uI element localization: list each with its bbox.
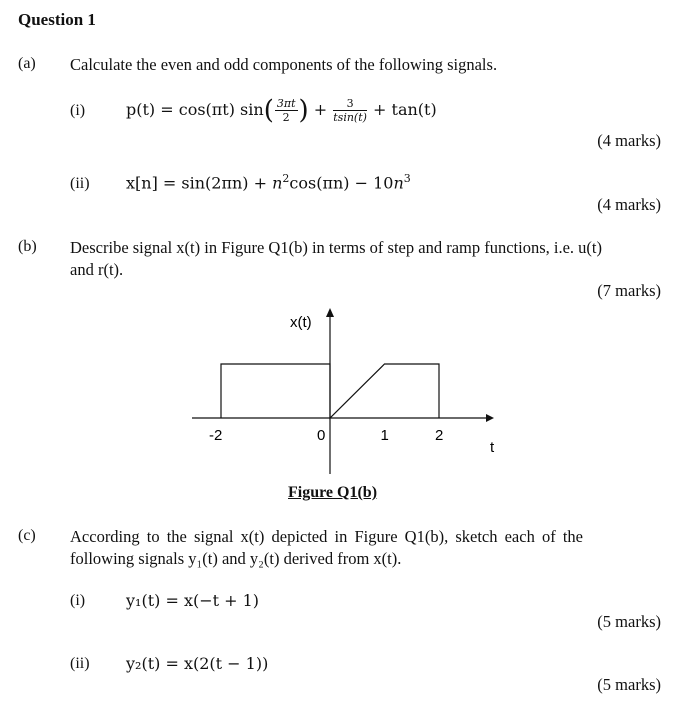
y-axis-arrow (326, 308, 334, 317)
x-tick-label: -2 (209, 427, 223, 444)
x-axis-arrow (486, 414, 494, 422)
part-a-text: Calculate the even and odd components of the following signals. (70, 55, 498, 74)
part-c-ii-label: (ii) (70, 655, 90, 672)
figure-caption: Figure Q1(b) (288, 484, 378, 501)
x-tick-label: 0 (317, 427, 326, 444)
equation-x-n-part-b: cos(πn) − 10 (289, 173, 394, 193)
part-c-i-label: (i) (70, 592, 86, 609)
equation-x-n-sup2: 2 (282, 172, 290, 185)
equation-x-n-part-a: x[n] = sin(2πn) + (126, 173, 273, 193)
part-c-text-line2: following signals y₁(t) and y₂(t) derived from x(t). (70, 549, 402, 568)
part-a-i-label: (i) (70, 102, 86, 119)
fraction-1-denominator: 2 (282, 111, 290, 124)
part-a-ii-marks: (4 marks) (597, 195, 661, 214)
question-title: Question 1 (18, 10, 96, 29)
equation-x-n-var3: n (393, 173, 404, 193)
part-b-text-line1: Describe signal x(t) in Figure Q1(b) in terms of step and ramp functions, i.e. u(t) (70, 238, 602, 257)
x-tick-label: 2 (435, 427, 444, 444)
part-c-label: (c) (18, 527, 36, 544)
part-b-label: (b) (18, 238, 37, 255)
x-tick-label: 1 (380, 427, 389, 444)
part-c-i-marks: (5 marks) (597, 612, 661, 631)
equation-x-n-var: n (272, 173, 283, 193)
part-c-ii-marks: (5 marks) (597, 675, 661, 694)
equation-p-t: p(t) = cos(πt) sin( $\frac{3\pi t}{2}$ ) + $\frac{3}{tsin(t)}$ + tan(t) (126, 95, 437, 126)
signal-layer (221, 364, 439, 418)
part-a-ii-label: (ii) (70, 175, 90, 192)
signal-x-t-line (221, 364, 439, 418)
part-a-label: (a) (18, 55, 36, 72)
x-axis-label: t (490, 439, 495, 456)
fraction-2-denominator: tsin(t) (333, 111, 367, 124)
part-b-text-line2: and r(t). (70, 260, 124, 279)
fraction-2-numerator: 3 (333, 97, 367, 111)
tick-labels (209, 427, 443, 444)
equation-y1: y₁(t) = x(−t + 1) (126, 591, 260, 610)
equation-p-t-lhs: p(t) = cos(πt) sin (126, 100, 264, 119)
equation-y2: y₂(t) = x(2(t − 1)) (126, 654, 269, 673)
part-a-i-marks: (4 marks) (597, 131, 661, 150)
equation-x-n-sup3: 3 (403, 172, 411, 185)
part-b-marks: (7 marks) (597, 281, 661, 300)
plus-sign: + (313, 100, 328, 119)
part-c-text-line1: According to the signal x(t) depicted in Figure Q1(b), sketch each of the (70, 527, 583, 546)
y-axis-label: x(t) (290, 314, 312, 331)
fraction-1-numerator: 3πt (276, 97, 296, 110)
equation-p-t-tail: + tan(t) (373, 100, 437, 119)
figure-axes (192, 308, 494, 474)
